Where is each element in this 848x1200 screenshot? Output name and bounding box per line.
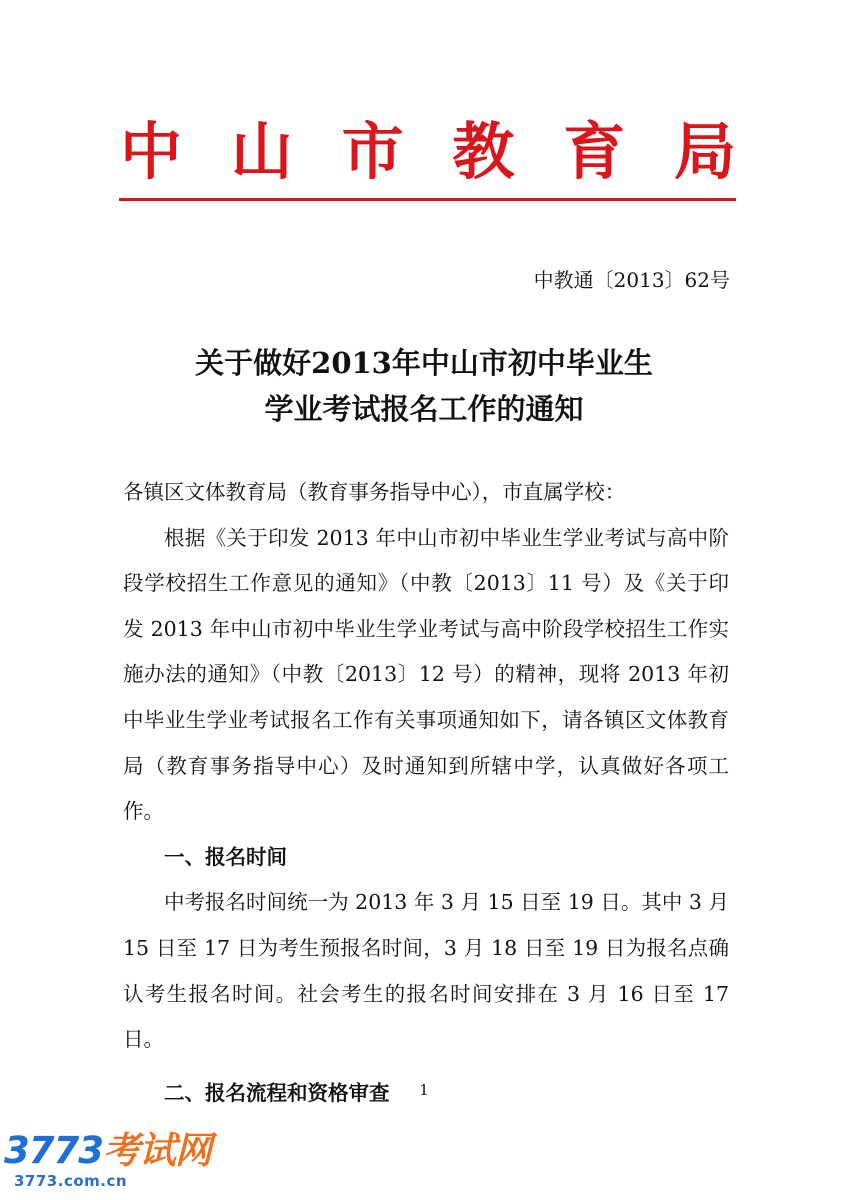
document-number: 中教通〔2013〕62号 bbox=[533, 268, 730, 292]
watermark-url: 3773.com.cn bbox=[14, 1172, 128, 1190]
org-title-char: 山 bbox=[230, 115, 293, 188]
organization-title bbox=[120, 112, 736, 192]
org-title-char: 中 bbox=[120, 115, 183, 188]
document-body bbox=[123, 470, 729, 1116]
site-watermark bbox=[4, 1129, 211, 1192]
intro-paragraph: 根据《关于印发 2013 年中山市初中毕业生学业考试与高中阶段学校招生工作意见的通知》（中教〔2013〕11 号）及《关于印发 2013 年中山市初中毕业生学业考试与高中阶段学校招生工作实施办法的通知》（中教〔2013〕12 号）的精神，现将 2013 年初中毕业生学业考试报名工作有关事项通知如下，请各镇区文体教育局（教育事务指导中心）及时通知到所辖中学，认真做好各项工作。 bbox=[123, 525, 729, 824]
salutation: 各镇区文体教育局（教育事务指导中心），市直属学校： bbox=[123, 480, 626, 504]
org-title-char: 教 bbox=[452, 115, 515, 188]
header-divider bbox=[119, 198, 736, 201]
section-1-paragraph: 中考报名时间统一为 2013 年 3 月 15 日至 19 日。其中 3 月 15 日至 17 日为考生预报名时间，3 月 18 日至 19 日为报名点确认考生报名时间。社会考生的报名时间安排在 3 月 16 日至 17 日。 bbox=[123, 890, 729, 1052]
watermark-logo-text: 考试网 bbox=[102, 1129, 211, 1172]
document-title-line-2: 学业考试报名工作的通知 bbox=[264, 392, 584, 426]
document-title bbox=[100, 340, 748, 432]
section-1-heading: 一、报名时间 bbox=[164, 844, 287, 869]
org-title-char: 育 bbox=[563, 115, 626, 188]
watermark-logo bbox=[4, 1129, 211, 1172]
section-2-heading: 二、报名流程和资格审查 bbox=[164, 1080, 390, 1105]
org-title-char: 局 bbox=[673, 115, 736, 188]
page-number: 1 bbox=[419, 1081, 429, 1099]
org-title-char: 市 bbox=[341, 115, 404, 188]
document-title-line-1: 关于做好2013年中山市初中毕业生 bbox=[195, 346, 653, 380]
watermark-logo-digits: 3773 bbox=[4, 1129, 103, 1172]
